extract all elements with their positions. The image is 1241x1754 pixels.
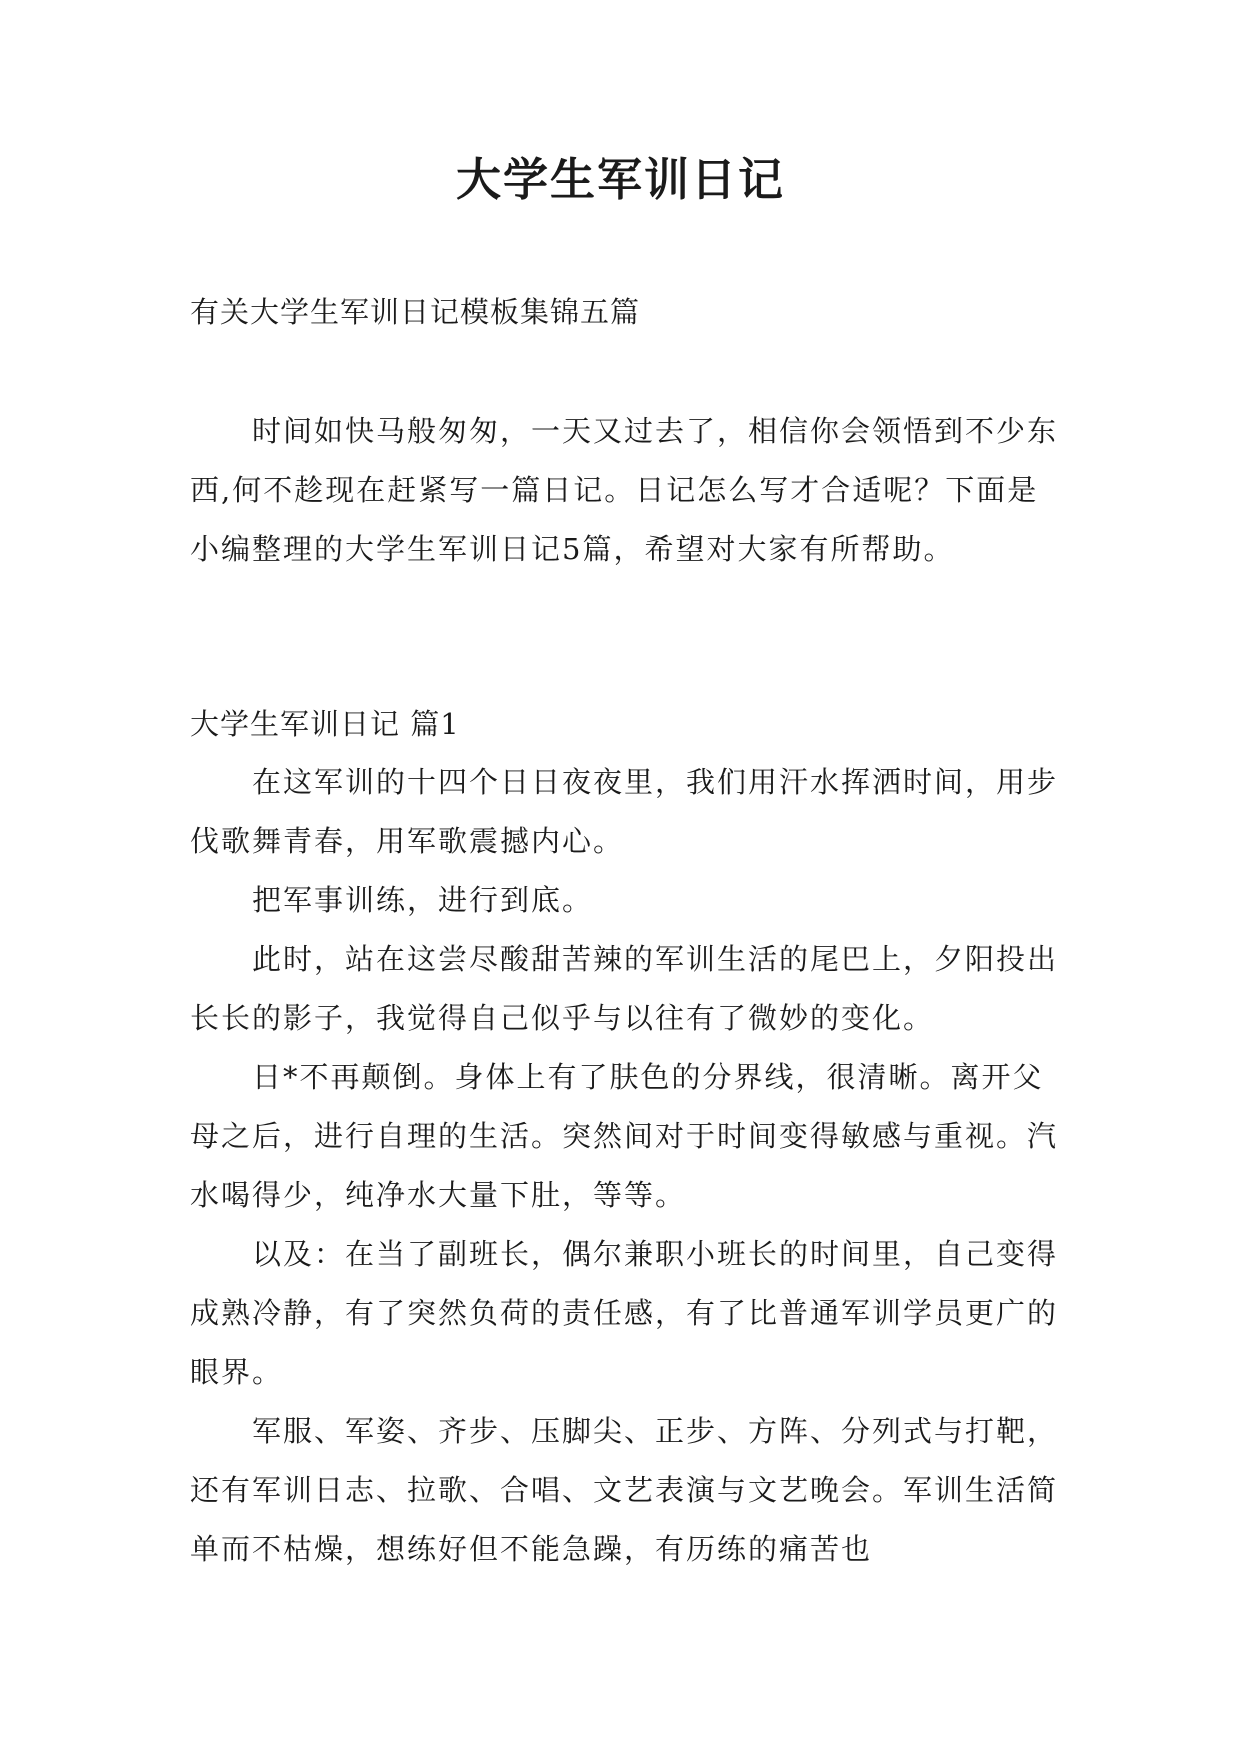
document-subtitle: 有关大学生军训日记模板集锦五篇 xyxy=(190,295,641,329)
body-paragraph: 以及：在当了副班长，偶尔兼职小班长的时间里，自己变得成熟冷静，有了突然负荷的责任感，有了比普通军训学员更广的眼界。 xyxy=(190,1237,1059,1389)
document-title: 大学生军训日记 xyxy=(455,153,785,206)
intro-paragraph: 时间如快马般匆匆，一天又过去了，相信你会领悟到不少东西,何不趁现在赶紧写一篇日记。日记怎么写才合适呢？下面是小编整理的大学生军训日记5篇，希望对大家有所帮助。 xyxy=(190,414,1059,566)
body-paragraph: 在这军训的十四个日日夜夜里，我们用汗水挥洒时间，用步伐歌舞青春，用军歌震撼内心。 xyxy=(190,765,1059,858)
body-paragraph: 此时，站在这尝尽酸甜苦辣的军训生活的尾巴上，夕阳投出长长的影子，我觉得自己似乎与以往有了微妙的变化。 xyxy=(190,942,1059,1035)
section-body xyxy=(190,753,1060,1579)
section-heading: 大学生军训日记 篇1 xyxy=(190,707,460,741)
body-paragraph: 日*不再颠倒。身体上有了肤色的分界线，很清晰。离开父母之后，进行自理的生活。突然间对于时间变得敏感与重视。汽水喝得少，纯净水大量下肚，等等。 xyxy=(190,1060,1059,1212)
body-paragraph: 把军事训练，进行到底。 xyxy=(252,883,594,917)
body-paragraph: 军服、军姿、齐步、压脚尖、正步、方阵、分列式与打靶，还有军训日志、拉歌、合唱、文艺表演与文艺晚会。军训生活简单而不枯燥，想练好但不能急躁，有历练的痛苦也 xyxy=(190,1414,1059,1566)
